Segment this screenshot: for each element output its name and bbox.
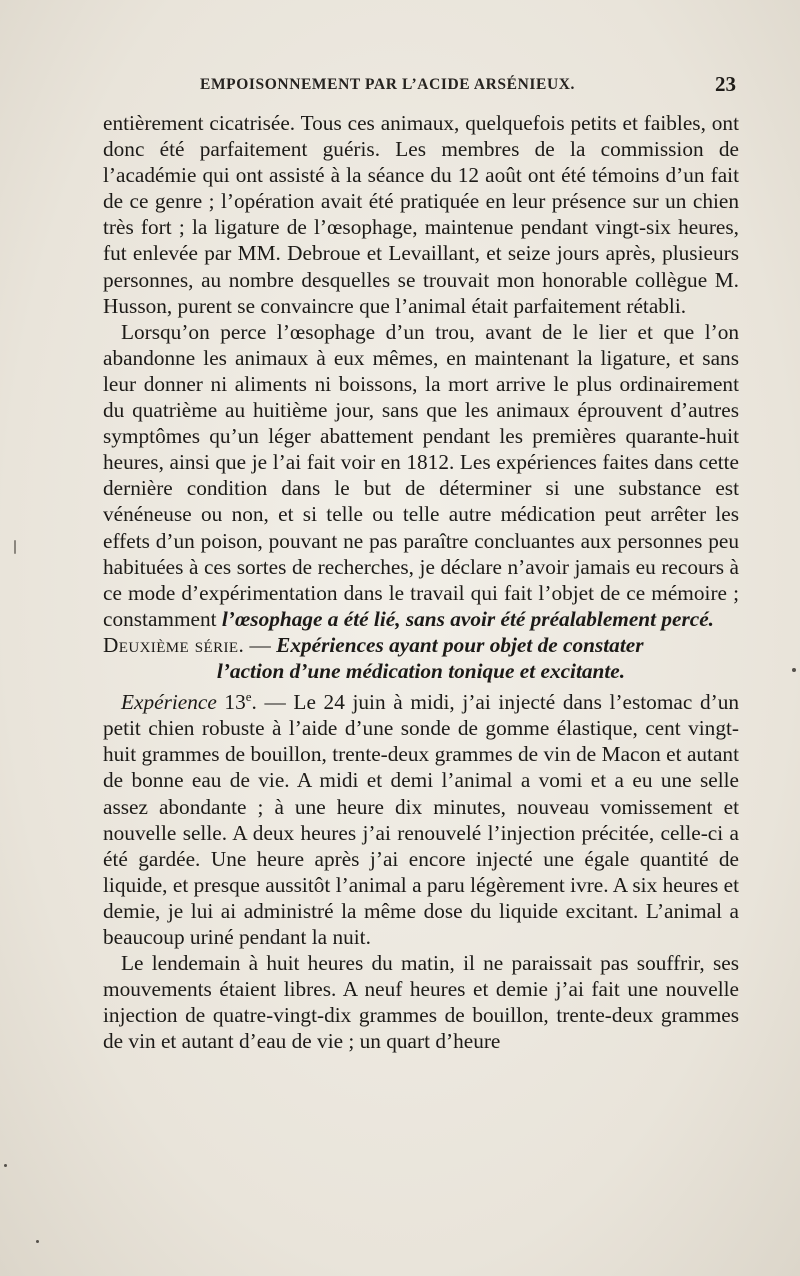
page-number: 23 xyxy=(715,72,736,96)
experiment-number: 13 xyxy=(216,690,246,715)
margin-speck xyxy=(792,668,796,672)
paragraph-lendemain: Le lendemain à huit heures du matin, il ne paraissait pas souffrir, ses mouvements étaient libres. A neuf heures et demie j’ai fait une nouvelle injection de quatre-vingt-dix grammes de bouillon, trente-deux grammes de vin et autant d’eau de vie ; un quart d’heure xyxy=(103,951,739,1054)
section-heading xyxy=(103,632,739,684)
section-title-line1: Expériences ayant pour objet de constater xyxy=(276,632,644,657)
paragraph-oesophage xyxy=(103,319,739,632)
experiment-paragraph xyxy=(103,684,739,950)
paragraph-oesophage-text: Lorsqu’on perce l’œsophage d’un trou, avant de le lier et que l’on abandonne les animaux à eux mêmes, en maintenant la ligature, et sans leur donner ni aliments ni boissons, la mort arrive le plus ordinairement du quatrième au huitième jour, sans que les animaux éprouvent d’autres symptômes qu’un léger abattement pendant les premières quarante-huit heures, ainsi que je l’ai fait voir en 1812. Les expériences faites dans cette dernière condition dans le but de déterminer si une substance est vénéneuse ou non, et si telle ou telle autre médication peut arrêter les effets d’un poison, pouvant ne pas paraître concluantes aux personnes peu habituées à ces sortes de recherches, je déclare n’avoir jamais eu recours à ce mode d’expérimentation dans le travail qui fait l’objet de ce mémoire ; constamment xyxy=(103,319,739,631)
margin-speck xyxy=(36,1240,39,1243)
experiment-label: Expérience xyxy=(121,690,217,715)
body-text xyxy=(103,110,739,1054)
margin-speck xyxy=(4,1164,7,1167)
experiment-superscript: e xyxy=(245,689,252,705)
margin-speck xyxy=(14,540,16,554)
section-dash: — xyxy=(244,632,277,657)
running-head: EMPOISONNEMENT PAR L’ACIDE ARSÉNIEUX. xyxy=(200,76,576,93)
section-label: Deuxième série. xyxy=(103,632,245,657)
paragraph-cicatrisation: entièrement cicatrisée. Tous ces animaux, quelquefois petits et faibles, ont donc été parfaitement guéris. Les membres de la commission de l’académie qui ont assisté à la séance du 12 août ont été témoins d’un fait de ce genre ; l’opération avait été pratiquée en leur présence sur un chien très fort ; la ligature de l’œsophage, maintenue pendant vingt-six heures, fut enlevée par MM. Debroue et Levaillant, et seize jours après, plusieurs personnes, au nombre desquelles se trouvait mon honorable collègue M. Husson, purent se convaincre que l’animal était parfaitement rétabli. xyxy=(103,111,739,318)
paragraph-oesophage-emphasis: l’œsophage a été lié, sans avoir été préalablement percé. xyxy=(221,606,714,631)
page-header xyxy=(120,72,740,100)
section-title-line2: l’action d’une médication tonique et excitante. xyxy=(216,658,626,683)
experiment-text: . — Le 24 juin à midi, j’ai injecté dans l’estomac d’un petit chien robuste à l’aide d’une sonde de gomme élastique, cent vingt-huit grammes de bouillon, trente-deux grammes de vin de Macon et autant de bonne eau de vie. A midi et demi l’animal a vomi et a eu une selle assez abondante ; à une heure dix minutes, nouveau vomissement et nouvelle selle. A deux heures j’ai renouvelé l’injection précitée, celle-ci a été gardée. Une heure après j’ai encore injecté une égale quantité de liquide, et presque aussitôt l’animal a paru légèrement ivre. A six heures et demie, je lui ai administré la même dose du liquide excitant. L’animal a beaucoup uriné pendant la nuit. xyxy=(103,690,739,949)
